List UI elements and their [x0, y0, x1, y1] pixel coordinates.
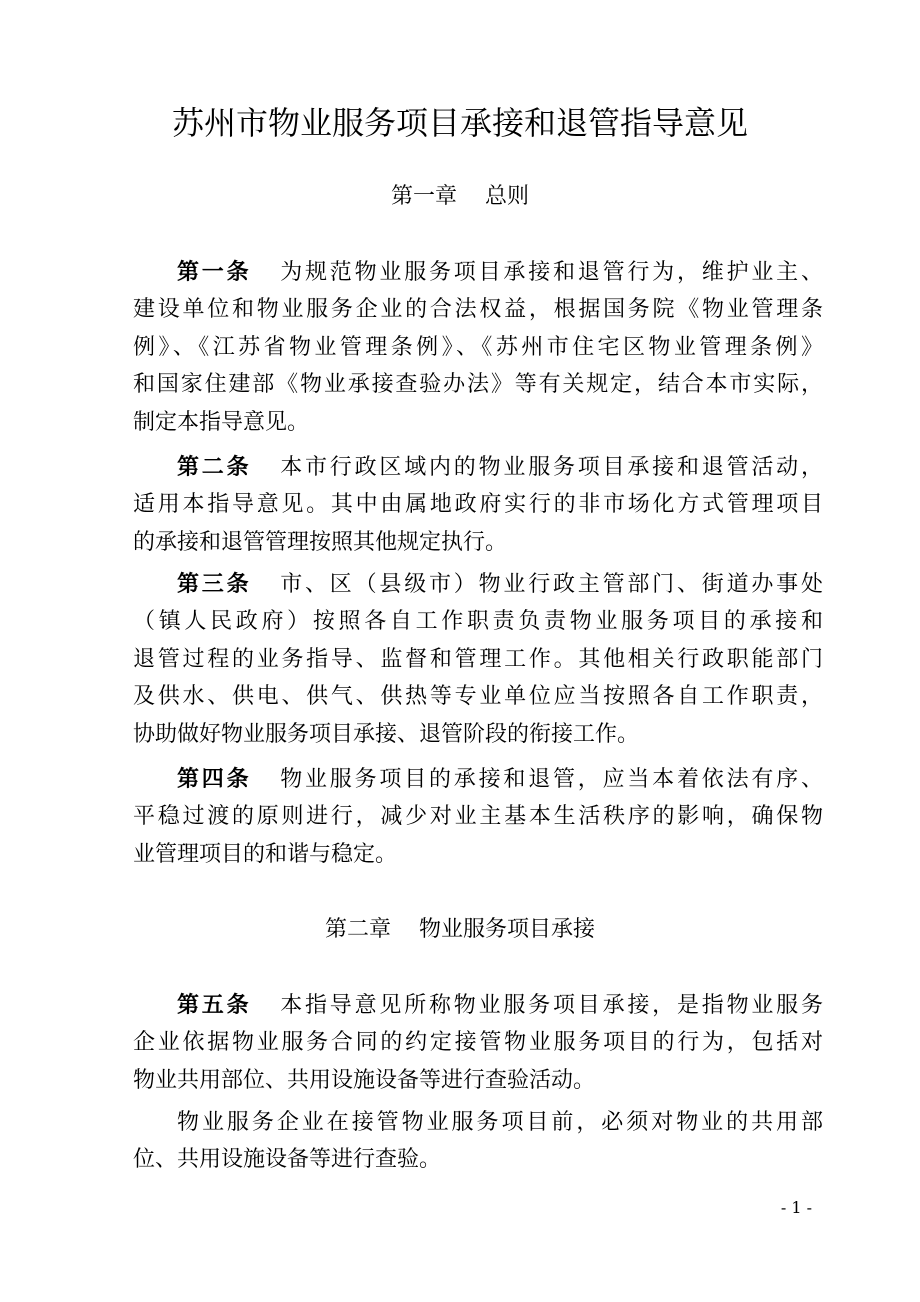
article-1-line: 和国家住建部《物业承接查验办法》等有关规定，结合本市实际，: [133, 372, 823, 398]
chapter-2-number: 第二章: [324, 917, 391, 942]
chapter-1-heading: [0, 180, 920, 214]
article-5-line: 第五条 本指导意见所称物业服务项目承接，是指物业服务: [177, 993, 823, 1018]
page-number: - 1 -: [780, 1198, 812, 1217]
article-3-line: 退管过程的业务指导、监督和管理工作。其他相关行政职能部门: [133, 646, 823, 672]
article-4: [133, 761, 823, 873]
article-2-label: 第二条: [177, 455, 252, 480]
article-3-line: （镇人民政府）按照各自工作职责负责物业服务项目的承接和: [133, 609, 823, 635]
article-2-line: 第二条 本市行政区域内的物业服务项目承接和退管活动，: [177, 455, 823, 480]
article-5-paragraph-2: [133, 1104, 823, 1179]
article-4-line: 平稳过渡的原则进行，减少对业主基本生活秩序的影响，确保物: [133, 804, 823, 830]
article-2: [133, 449, 823, 561]
article-3: [133, 566, 823, 753]
article-3-line: 协助做好物业服务项目承接、退管阶段的衔接工作。: [133, 721, 640, 747]
document-title: 苏州市物业服务项目承接和退管指导意见: [171, 104, 748, 142]
article-4-line: 业管理项目的和谐与稳定。: [133, 841, 398, 867]
article-3-label: 第三条: [177, 572, 252, 597]
chapter-1-name: 总则: [485, 184, 530, 209]
paragraph-line: 位、共用设施设备等进行查验。: [133, 1147, 442, 1173]
article-1-line: 建设单位和物业服务企业的合法权益，根据国务院《物业管理条: [133, 297, 823, 323]
article-1: [133, 254, 823, 441]
article-5: [133, 987, 823, 1099]
article-5-line: 物业共用部位、共用设施设备等进行查验活动。: [133, 1067, 596, 1093]
article-1-line: 例》、《江苏省物业管理条例》、《苏州市住宅区物业管理条例》: [133, 334, 823, 360]
article-1-line: 第一条 为规范物业服务项目承接和退管行为，维护业主、: [177, 260, 823, 285]
article-2-line: 的承接和退管管理按照其他规定执行。: [133, 529, 508, 555]
article-4-line: 第四条 物业服务项目的承接和退管，应当本着依法有序、: [177, 767, 823, 792]
paragraph-line: 物业服务企业在接管物业服务项目前，必须对物业的共用部: [177, 1110, 823, 1135]
chapter-2-name: 物业服务项目承接: [419, 917, 596, 942]
article-5-line: 企业依据物业服务合同的约定接管物业服务项目的行为，包括对: [133, 1030, 823, 1056]
article-1-label: 第一条: [177, 260, 252, 285]
article-3-line: 第三条 市、区（县级市）物业行政主管部门、街道办事处: [177, 572, 823, 597]
article-1-line: 制定本指导意见。: [133, 409, 310, 435]
chapter-1-number: 第一章: [390, 184, 457, 209]
article-3-line: 及供水、供电、供气、供热等专业单位应当按照各自工作职责，: [133, 684, 823, 710]
chapter-2-heading: [0, 913, 920, 947]
article-5-label: 第五条: [177, 993, 252, 1018]
article-4-label: 第四条: [177, 767, 252, 792]
article-2-line: 适用本指导意见。其中由属地政府实行的非市场化方式管理项目: [133, 492, 823, 518]
